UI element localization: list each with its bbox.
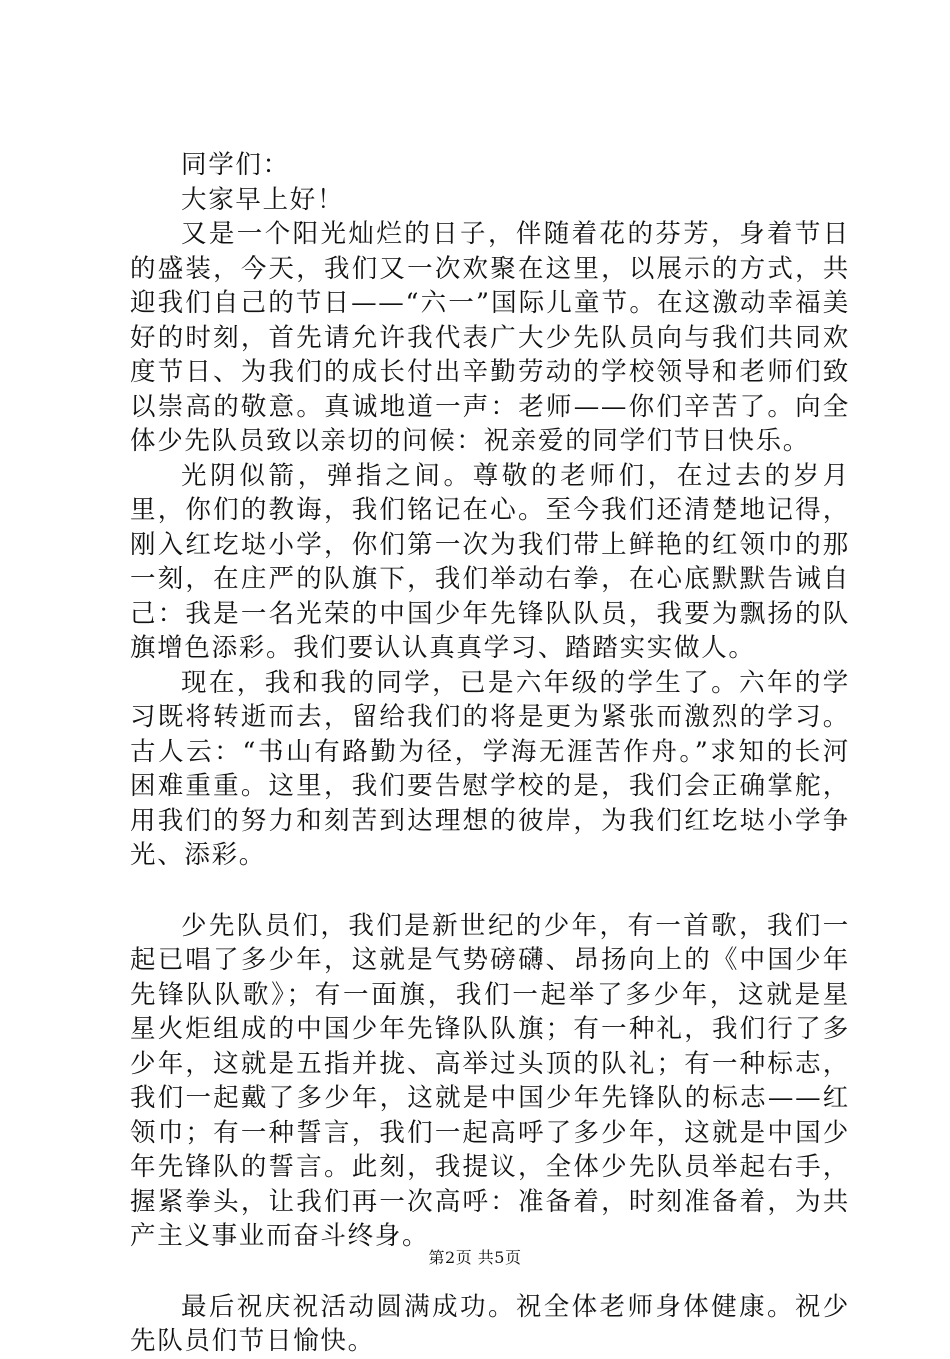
- page-number-footer: 第2页 共5页: [428, 1248, 522, 1267]
- salutation-line: 大家早上好！: [181, 184, 345, 215]
- paragraph: 光阴似箭，弹指之间。尊敬的老师们，在过去的岁月里，你们的教诲，我们铭记在心。至今我们还清楚地记得，刚入红圪垯小学，你们第一次为我们带上鲜艳的红领巾的那一刻，在庄严的队旗下，我们举动右拳，在心底默默告诫自己：我是一名光荣的中国少年先锋队队员，我要为飘扬的队旗增色添彩。我们要认认真真学习、踏踏实实做人。: [130, 460, 850, 663]
- paragraph: 少先队员们，我们是新世纪的少年，有一首歌，我们一起已唱了多少年，这就是气势磅礴、昂扬向上的《中国少年先锋队队歌》；有一面旗，我们一起举了多少年，这就是星星火炬组成的中国少年先锋队队旗；有一种礼，我们行了多少年，这就是五指并拢、高举过头顶的队礼；有一种标志，我们一起戴了多少年，这就是中国少年先锋队的标志——红领巾；有一种誓言，我们一起高呼了多少年，这就是中国少年先锋队的誓言。此刻，我提议，全体少先队员举起右手，握紧拳头，让我们再一次高呼：准备着，时刻准备着，为共产主义事业而奋斗终身。: [130, 910, 850, 1251]
- paragraph: 又是一个阳光灿烂的日子，伴随着花的芬芳，身着节日的盛装，今天，我们又一次欢聚在这里，以展示的方式，共迎我们自己的节日——“六一”国际儿童节。在这激动幸福美好的时刻，首先请允许我代表广大少先队员向与我们共同欢度节日、为我们的成长付出辛勤劳动的学校领导和老师们致以崇高的敬意。真诚地道一声：老师——你们辛苦了。向全体少先队员致以亲切的问候：祝亲爱的同学们节日快乐。: [130, 219, 850, 456]
- greeting-line: 同学们：: [181, 150, 290, 180]
- paragraph: 最后祝庆祝活动圆满成功。祝全体老师身体健康。祝少先队员们节日愉快。: [130, 1291, 850, 1356]
- document-body: [130, 148, 850, 1359]
- paragraph: 现在，我和我的同学，已是六年级的学生了。六年的学习既将转逝而去，留给我们的将是更为紧张而激烈的学习。古人云：“书山有路勤为径，学海无涯苦作舟。”求知的长河困难重重。这里，我们要告慰学校的是，我们会正确掌舵，用我们的努力和刻苦到达理想的彼岸，为我们红圪垯小学争光、添彩。: [130, 667, 850, 870]
